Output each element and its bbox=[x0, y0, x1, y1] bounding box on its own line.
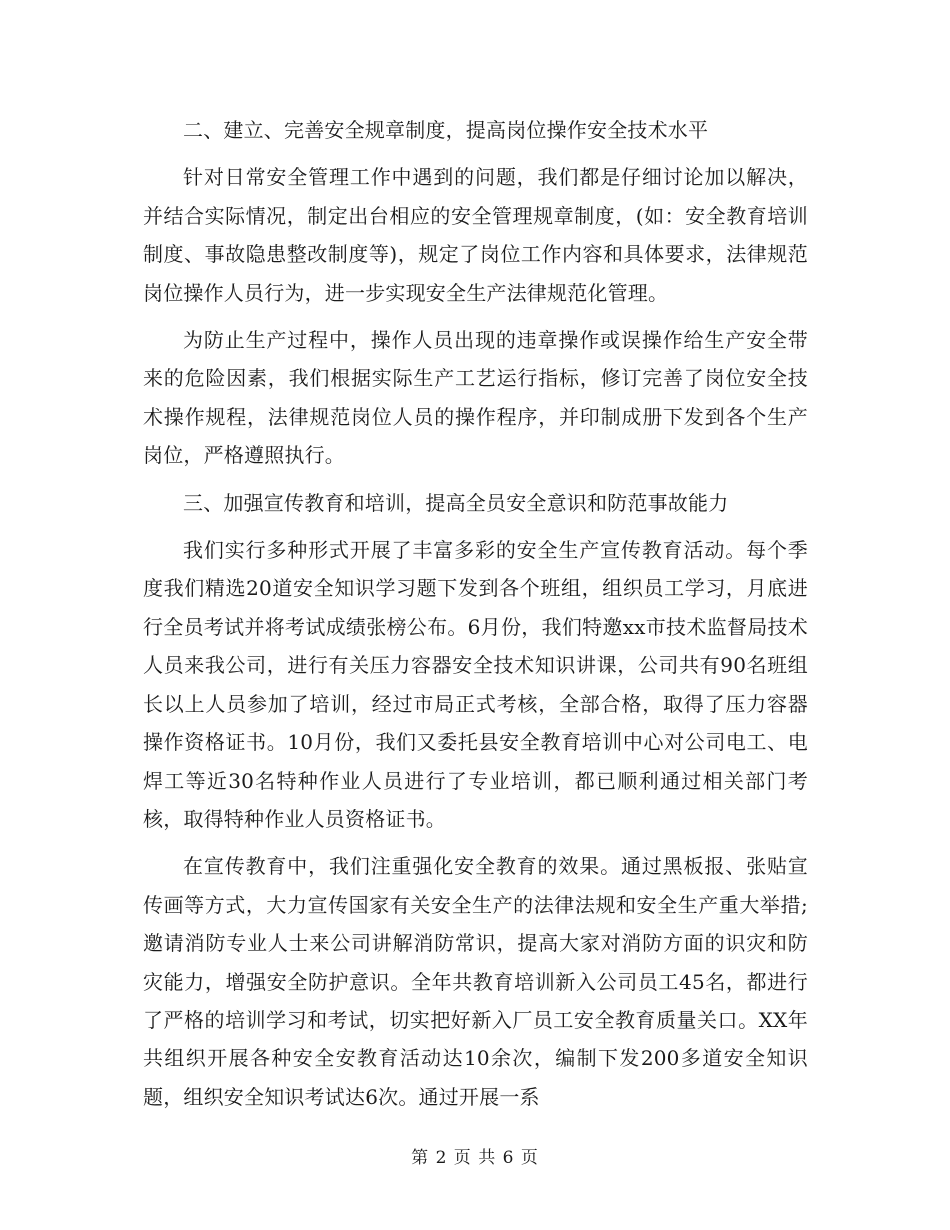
page-number-footer: 第 2 页 共 6 页 bbox=[411, 1148, 539, 1168]
section-heading-2: 二、建立、完善安全规章制度，提高岗位操作安全技术水平 bbox=[183, 118, 709, 142]
paragraph: 在宣传教育中，我们注重强化安全教育的效果。通过黑板报、张贴宣传画等方式，大力宣传国家有关安全生产的法律法规和安全生产重大举措;邀请消防专业人士来公司讲解消防常识，提高大家对消防方面的识灾和防灾能力，增强安全防护意识。全年共教育培训新入公司员工45名，都进行了严格的培训学习和考试，切实把好新入厂员工安全教育质量关口。XX年共组织开展各种安全安教育活动达10余次，编制下发200多道安全知识题，组织安全知识考试达6次。通过开展一系 bbox=[143, 854, 808, 1109]
section-heading-3: 三、加强宣传教育和培训，提高全员安全意识和防范事故能力 bbox=[183, 490, 729, 515]
paragraph: 为防止生产过程中，操作人员出现的违章操作或误操作给生产安全带来的危险因素，我们根据实际生产工艺运行指标，修订完善了岗位安全技术操作规程，法律规范岗位人员的操作程序，并印制成册下发到各个生产岗位，严格遵照执行。 bbox=[143, 328, 808, 468]
paragraph: 针对日常安全管理工作中遇到的问题，我们都是仔细讨论加以解决，并结合实际情况，制定出台相应的安全管理规章制度，(如：安全教育培训制度、事故隐患整改制度等)，规定了岗位工作内容和具体要求，法律规范岗位操作人员行为，进一步实现安全生产法律规范化管理。 bbox=[143, 165, 808, 305]
document-body bbox=[143, 111, 808, 1116]
paragraph: 我们实行多种形式开展了丰富多彩的安全生产宣传教育活动。每个季度我们精选20道安全知识学习题下发到各个班组，组织员工学习，月底进行全员考试并将考试成绩张榜公布。6月份，我们特邀xx市技术监督局技术人员来我公司，进行有关压力容器安全技术知识讲课，公司共有90名班组长以上人员参加了培训，经过市局正式考核，全部合格，取得了压力容器操作资格证书。10月份，我们又委托县安全教育培训中心对公司电工、电焊工等近30名特种作业人员进行了专业培训，都已顺利通过相关部门考核，取得特种作业人员资格证书。 bbox=[143, 538, 808, 831]
